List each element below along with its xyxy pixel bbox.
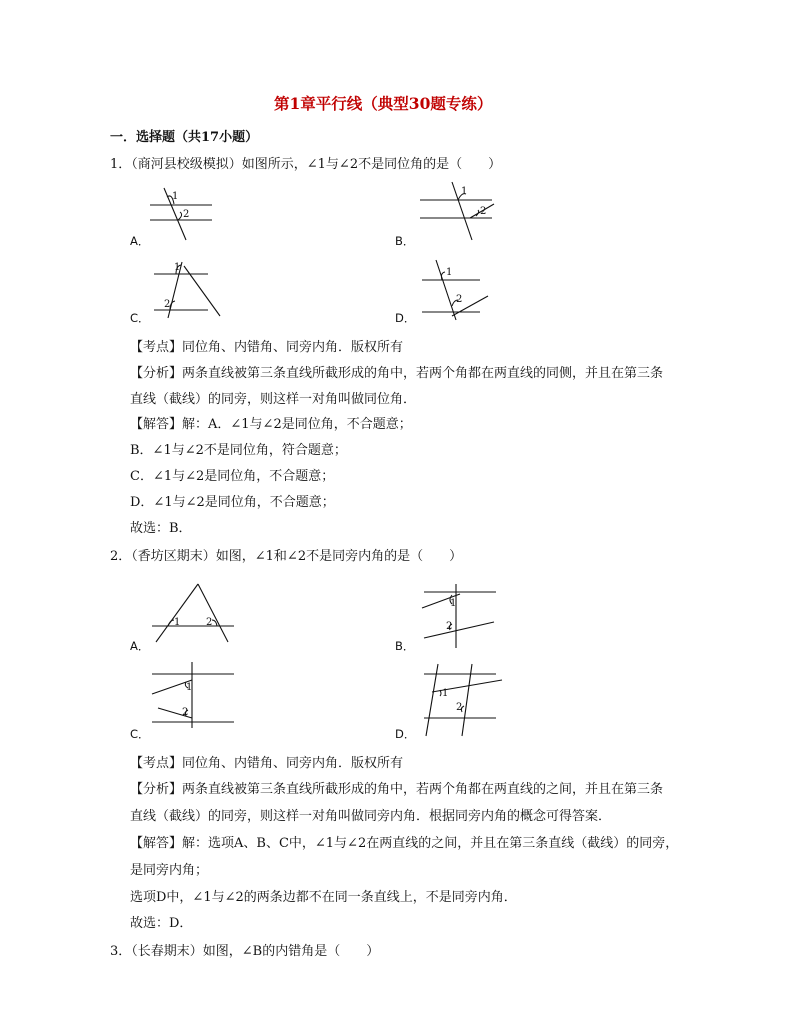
q2-answer: 故选：D． (130, 916, 193, 931)
svg-text:2: 2 (206, 617, 213, 628)
svg-text:1: 1 (446, 267, 453, 278)
svg-text:1: 1 (442, 688, 449, 699)
svg-text:1: 1 (461, 186, 468, 197)
q1-fenxi-line2: 直线（截线）的同旁，则这样一对角叫做同位角． (130, 392, 417, 407)
q1-kaodian: 【考点】同位角、内错角、同旁内角．版权所有 (130, 340, 404, 355)
svg-text:1: 1 (174, 262, 181, 273)
q1-option-c-explanation: C．∠1与∠2是同位角，不合题意； (130, 469, 335, 484)
q2-option-c-label: C． (130, 727, 150, 741)
svg-text:2: 2 (456, 294, 463, 305)
q2-stem: 2．（香坊区期末）如图，∠1和∠2不是同旁内角的是（ ） (110, 549, 463, 564)
q2-figure-c (150, 660, 240, 728)
q2-figure-b (418, 582, 502, 648)
q2-kaodian: 【考点】同位角、内错角、同旁内角．版权所有 (130, 756, 404, 771)
q1-option-b-label: B． (395, 234, 415, 248)
svg-text:2: 2 (182, 707, 189, 718)
q2-figure-d (418, 660, 504, 740)
svg-text:1: 1 (186, 682, 193, 693)
q2-jieda-line1: 【解答】解：选项A、B、C中，∠1与∠2在两直线的之间，并且在第三条直线（截线）的同旁， (130, 836, 679, 851)
q1-option-d-explanation: D．∠1与∠2是同位角，不合题意； (130, 495, 335, 510)
svg-text:2: 2 (456, 702, 463, 713)
section-heading: 一．选择题（共17小题） (110, 130, 259, 145)
svg-text:2: 2 (183, 209, 190, 220)
q1-figure-c (148, 256, 228, 322)
q1-answer: 故选：B． (130, 521, 192, 536)
q1-option-a-label: A． (130, 234, 150, 248)
svg-text:1: 1 (174, 617, 181, 628)
q2-option-a-label: A． (130, 639, 150, 653)
q3-stem: 3．（长春期末）如图，∠B的内错角是（ ） (110, 944, 380, 959)
svg-text:2: 2 (480, 206, 487, 217)
q2-fenxi-line2: 直线（截线）的同旁，则这样一对角叫做同旁内角．根据同旁内角的概念可得答案． (130, 809, 612, 824)
q1-fenxi-line1: 【分析】两条直线被第三条直线所截形成的角中，若两个角都在两直线的同侧，并且在第三条 (130, 366, 664, 381)
q2-figure-a (150, 582, 240, 642)
q1-jieda: 【解答】解：A．∠1与∠2是同位角，不合题意； (130, 417, 412, 432)
q1-option-b-explanation: B．∠1与∠2不是同位角，符合题意； (130, 443, 347, 458)
q2-option-b-label: B． (395, 639, 415, 653)
svg-text:1: 1 (450, 598, 457, 609)
q1-option-c-label: C． (130, 311, 150, 325)
svg-text:1: 1 (172, 191, 179, 202)
svg-text:2: 2 (164, 299, 171, 310)
q2-fenxi-line1: 【分析】两条直线被第三条直线所截形成的角中，若两个角都在两直线的之间，并且在第三条 (130, 782, 664, 797)
q2-jieda-line2: 是同旁内角； (130, 863, 209, 878)
q1-option-d-label: D． (395, 311, 416, 325)
q2-option-d-explanation: 选项D中，∠1与∠2的两条边都不在同一条直线上，不是同旁内角． (130, 890, 517, 905)
q1-figure-d (418, 256, 498, 322)
svg-text:2: 2 (446, 621, 453, 632)
q2-option-d-label: D． (395, 727, 416, 741)
q1-figure-b (418, 180, 498, 242)
page-title: 第1章平行线（典型30题专练） (274, 94, 493, 113)
q1-stem: 1．（商河县校级模拟）如图所示，∠1与∠2不是同位角的是（ ） (110, 157, 502, 172)
q1-figure-a (150, 184, 220, 244)
